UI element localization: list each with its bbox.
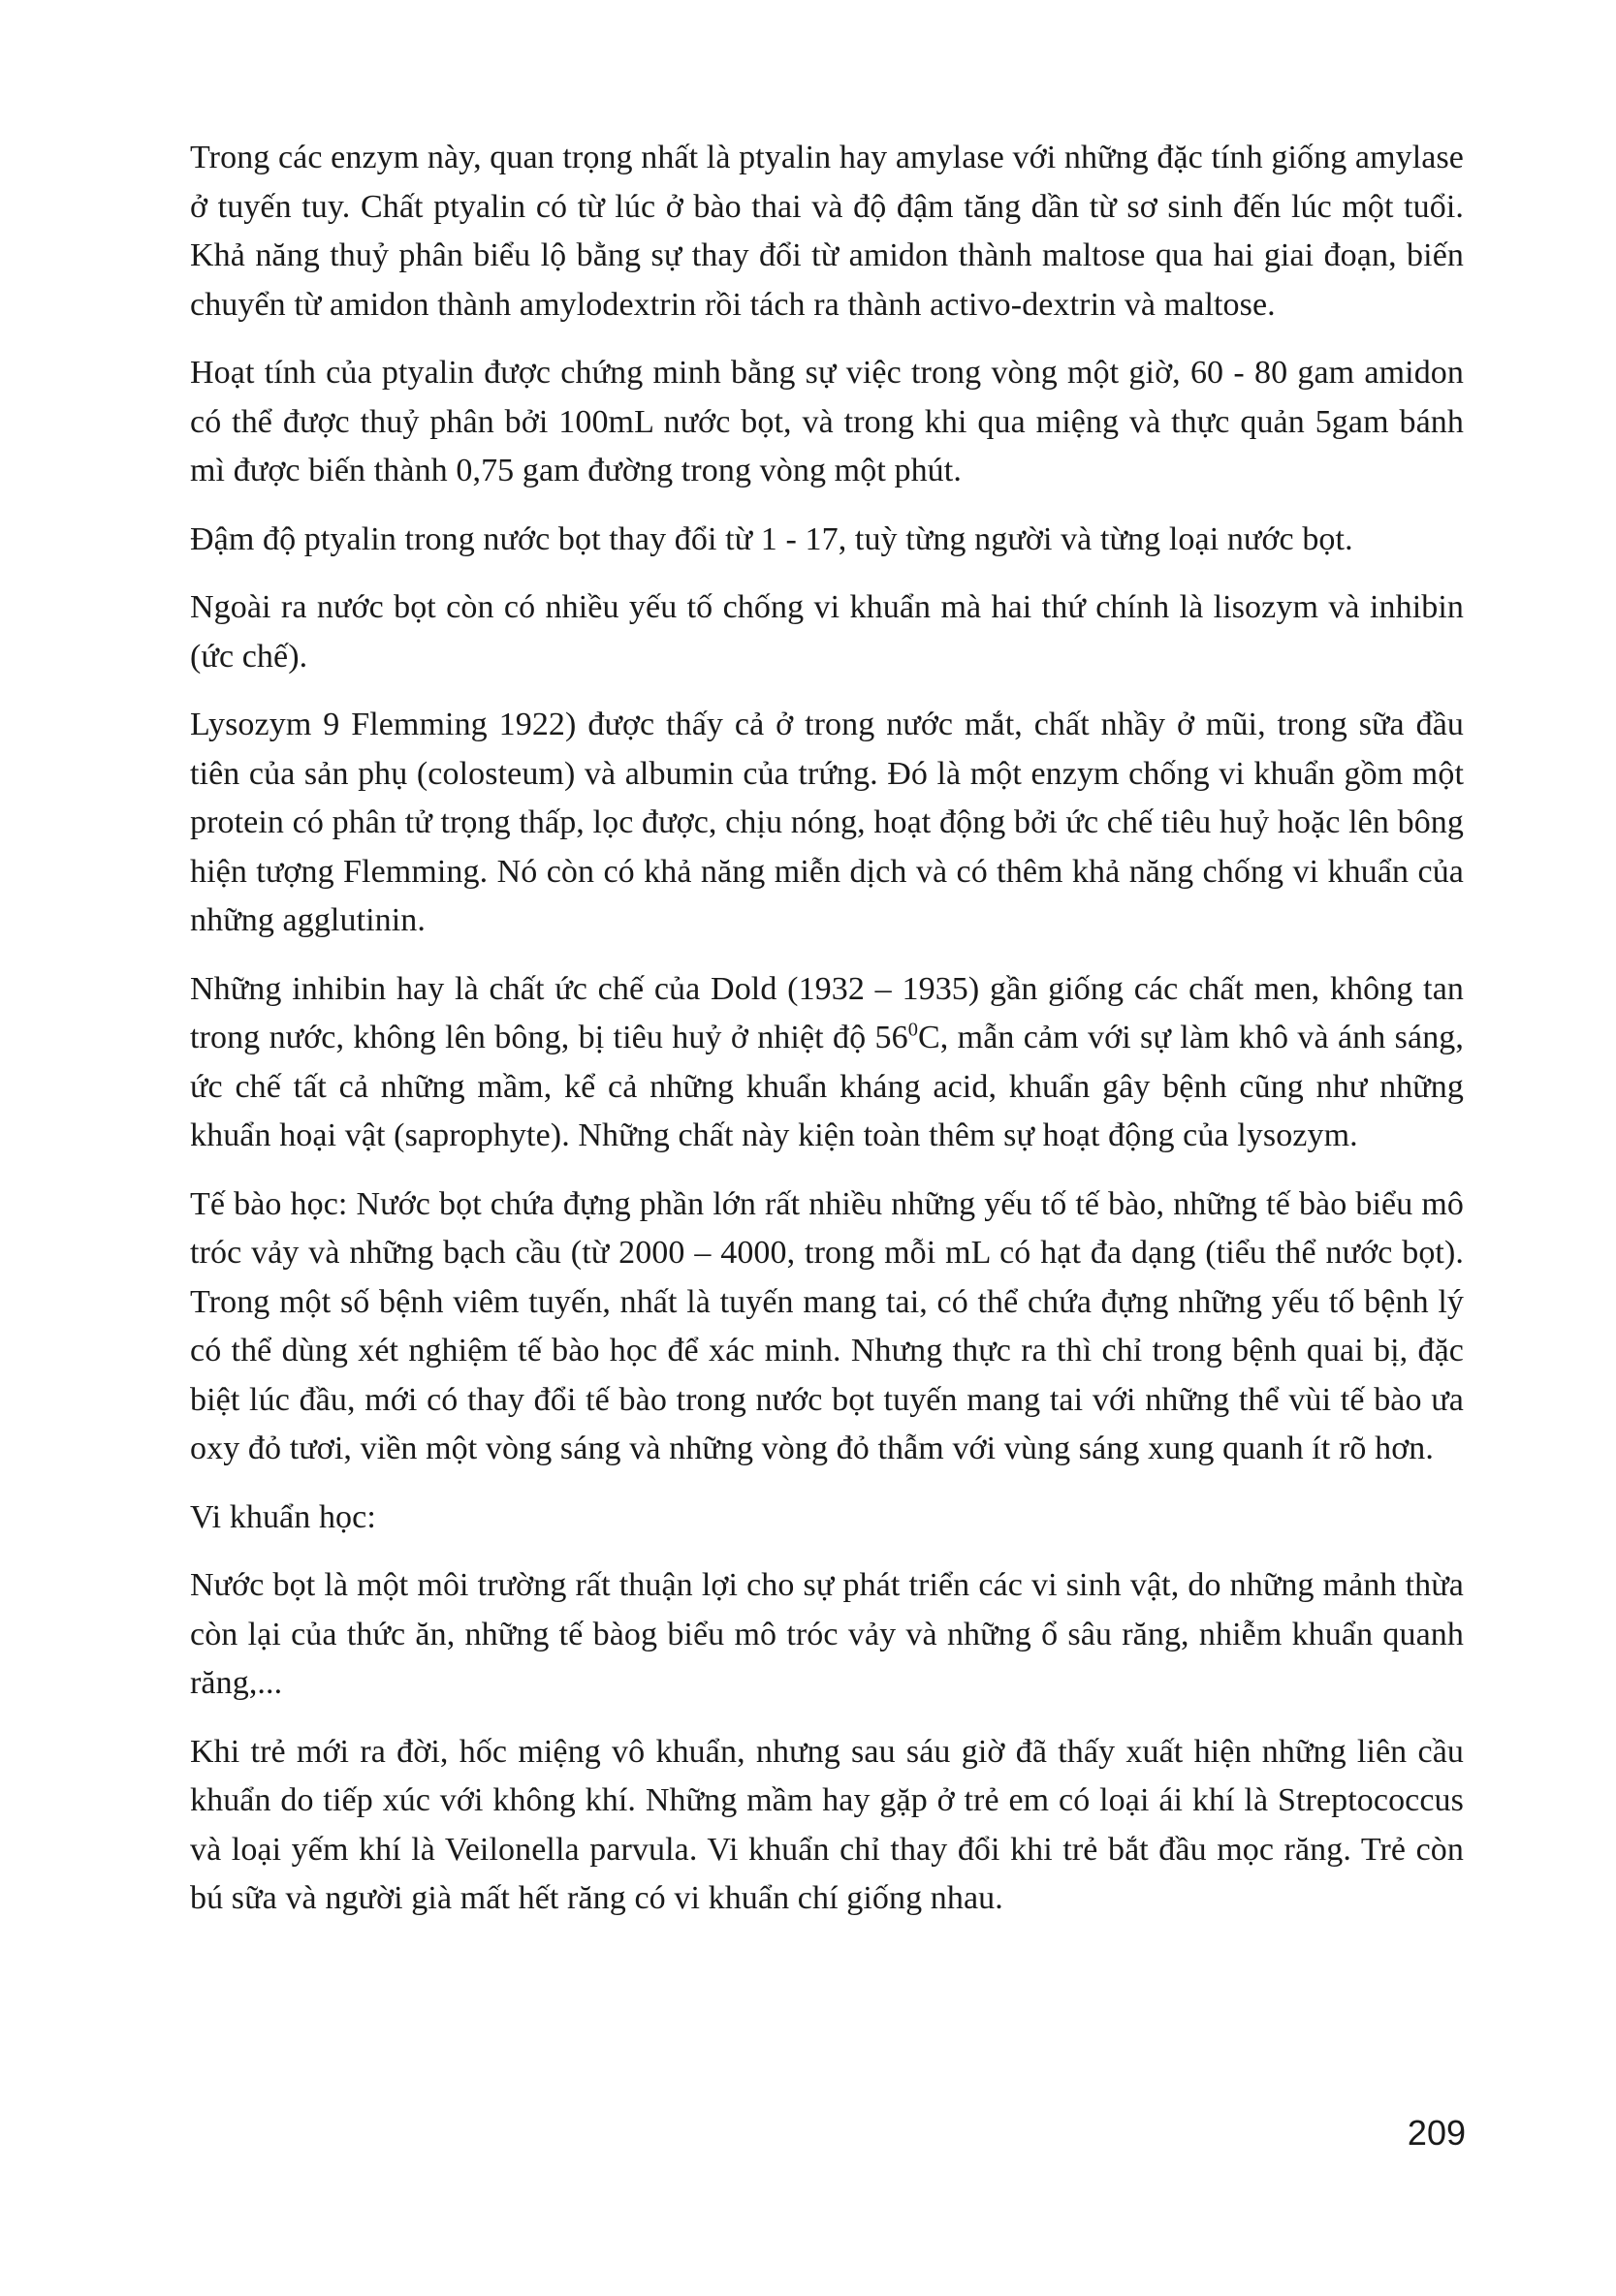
degree-superscript: 0	[907, 1019, 918, 1041]
paragraph-inhibin	[190, 965, 1464, 1161]
paragraph-antibacterial-factors: Ngoài ra nước bọt còn có nhiều yếu tố chống vi khuẩn mà hai thứ chính là lisozym và inhibin (ức chế).	[190, 589, 1464, 675]
paragraph-ptyalin-concentration: Đậm độ ptyalin trong nước bọt thay đổi từ 1 - 17, tuỳ từng người và từng loại nước bọt.	[190, 520, 1353, 557]
paragraph-saliva-environment: Nước bọt là một môi trường rất thuận lợi cho sự phát triển các vi sinh vật, do những mảnh thừa còn lại của thức ăn, những tế bàog biểu mô tróc vảy và những ổ sâu răng, nhiễm khuẩn quanh răng,...	[190, 1567, 1464, 1701]
paragraph-lysozym: Lysozym 9 Flemming 1922) được thấy cả ở trong nước mắt, chất nhầy ở mũi, trong sữa đầu tiên của sản phụ (colosteum) và albumin của trứng. Đó là một enzym chống vi khuẩn gồm một protein có phân tử trọng thấp, lọc được, chịu nóng, hoạt động bởi ức chế tiêu huỷ hoặc lên bông hiện tượng Flemming. Nó còn có khả năng miễn dịch và có thêm khả năng chống vi khuẩn của những agglutinin.	[190, 707, 1464, 938]
page-body	[190, 134, 1464, 1943]
paragraph-inhibin-text-before: Những inhibin hay là chất ức chế của Dold (1932 – 1935) gần giống các chất men, không tan trong nước, không lên bông, bị tiêu huỷ ở nhiệt độ 56	[190, 970, 1464, 1055]
paragraph-cytology: Tế bào học: Nước bọt chứa đựng phần lớn rất nhiều những yếu tố tế bào, những tế bào biểu mô tróc vảy và những bạch cầu (từ 2000 – 4000, trong mỗi mL có hạt đa dạng (tiểu thể nước bọt). Trong một số bệnh viêm tuyến, nhất là tuyến mang tai, có thể chứa đựng những yếu tố bệnh lý có thể dùng xét nghiệm tế bào học để xác minh. Nhưng thực ra thì chỉ trong bệnh quai bị, đặc biệt lúc đầu, mới có thay đổi tế bào trong nước bọt tuyến mang tai với những thể vùi tế bào ưa oxy đỏ tươi, viền một vòng sáng và những vòng đỏ thẫm với vùng sáng xung quanh ít rõ hơn.	[190, 1185, 1464, 1466]
paragraph-enzym-ptyalin: Trong các enzym này, quan trọng nhất là ptyalin hay amylase với những đặc tính giống amylase ở tuyến tuy. Chất ptyalin có từ lúc ở bào thai và độ đậm tăng dần từ sơ sinh đến lúc một tuổi. Khả năng thuỷ phân biểu lộ bằng sự thay đổi từ amidon thành maltose qua hai giai đoạn, biến chuyển từ amidon thành amylodextrin rồi tách ra thành activo-dextrin và maltose.	[190, 140, 1464, 323]
paragraph-ptyalin-activity: Hoạt tính của ptyalin được chứng minh bằng sự việc trong vòng một giờ, 60 - 80 gam amidon có thể được thuỷ phân bởi 100mL nước bọt, và trong khi qua miệng và thực quản 5gam bánh mì được biến thành 0,75 gam đường trong vòng một phút.	[190, 355, 1464, 488]
page-number: 209	[1407, 2113, 1466, 2153]
paragraph-newborn-flora: Khi trẻ mới ra đời, hốc miệng vô khuẩn, nhưng sau sáu giờ đã thấy xuất hiện những liên cầu khuẩn do tiếp xúc với không khí. Những mầm hay gặp ở trẻ em có loại ái khí là Streptococcus và loại yếm khí là Veilonella parvula. Vi khuẩn chỉ thay đổi khi trẻ bắt đầu mọc răng. Trẻ còn bú sữa và người già mất hết răng có vi khuẩn chí giống nhau.	[190, 1733, 1464, 1916]
paragraph-inhibin-text-after: C, mẫn cảm với sự làm khô và ánh sáng, ức chế tất cả những mầm, kể cả những khuẩn kháng acid, khuẩn gây bệnh cũng như những khuẩn hoại vật (saprophyte). Những chất này kiện toàn thêm sự hoạt động của lysozym.	[190, 1020, 1464, 1153]
section-label-microbiology: Vi khuẩn học:	[190, 1498, 376, 1535]
